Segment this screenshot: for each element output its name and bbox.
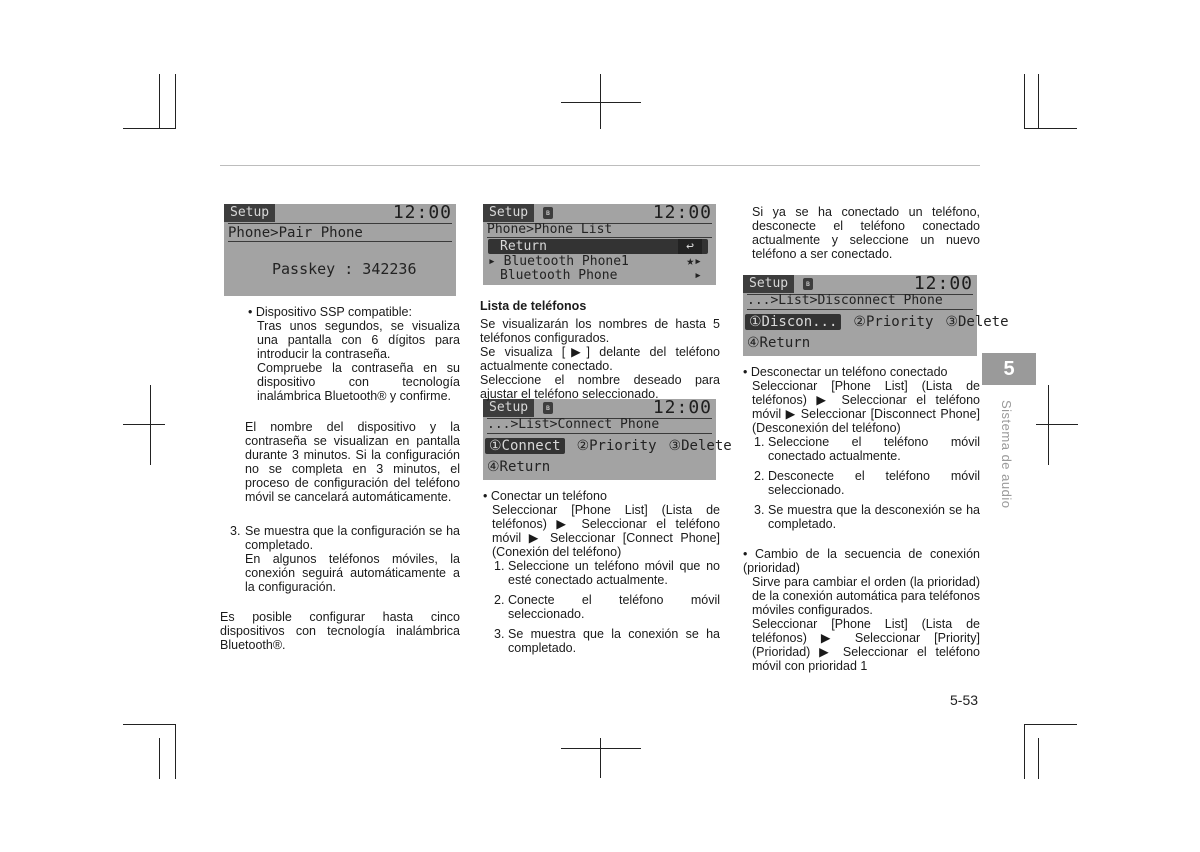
bluetooth-icon: ʙ [543,402,553,414]
option-priority: ②Priority [576,438,657,454]
col3-para-path: Seleccionar [Phone List] (Lista de teléfonos) ▶ Seleccionar el teléfono móvil ▶ Seleccionar [Disconnect Phone] (Desconexión del teléfono) [752,379,980,435]
col2-para-indicator: Se visualiza [▶] delante del teléfono actualmente conectado. [480,345,720,373]
lcd-options-row1 [745,314,1021,330]
col2-step3-number: 3. [494,627,505,641]
lcd-disconnect-phone [743,273,1009,356]
list-item-label: Return [500,239,547,254]
lcd-clock: 12:00 [652,202,712,223]
header-rule [220,165,980,166]
lcd-setup-tag: Setup [483,204,534,222]
lcd-options-row2 [487,459,562,475]
bluetooth-icon: ʙ [803,278,813,290]
lcd-setup-tag: Setup [743,275,794,293]
chevron-right-icon: ▸ [694,268,702,283]
lcd-clock: 12:00 [652,397,712,418]
col2-bullet-connect: • Conectar un teléfono [483,489,607,503]
col2-heading: Lista de teléfonos [480,299,587,313]
col3-step1-number: 1. [754,435,765,449]
col2-para-select: Seleccione el nombre deseado para ajustar el teléfono seleccionado. [480,373,720,401]
col1-para-timeout: El nombre del dispositivo y la contraseña se visualizan en pantalla durante 3 minutos. Si la configuración no se completa en 3 minutos, el proceso de configuración del teléfono móvil se cancelará automáticamente. [245,420,460,504]
bluetooth-icon: ʙ [543,207,553,219]
list-item-phone2 [488,268,708,283]
lcd-setup-tag: Setup [224,204,275,222]
connected-arrow-icon: ▸ [488,254,496,269]
col3-step1-text: Seleccione el teléfono móvil conectado actualmente. [768,435,980,463]
option-disconnect: ①Discon... [745,314,841,330]
col1-para-verify: Compruebe la contraseña en su dispositivo con tecnología inalámbrica Bluetooth® y confirme. [257,361,460,403]
list-item-label: Bluetooth Phone1 [503,254,629,269]
col1-para-passkey: Tras unos segundos, se visualiza una pantalla con 6 dígitos para introducir la contraseña. [257,319,460,361]
return-icon: ↩ [678,239,702,254]
list-item-label: Bluetooth Phone [500,268,618,283]
col3-para-priority-path: Seleccionar [Phone List] (Lista de teléfonos) ▶ Seleccionar [Priority] (Prioridad) ▶ Seleccionar el teléfono móvil con prioridad 1 [752,617,980,673]
col3-para-priority: Sirve para cambiar el orden (la prioridad) de la conexión automática para teléfonos móviles configurados. [752,575,980,617]
col1-para-five: Es posible configurar hasta cinco dispositivos con tecnología inalámbrica Bluetooth®. [220,610,460,652]
col2-step2-text: Conecte el teléfono móvil seleccionado. [508,593,720,621]
col1-step3-number: 3. [230,524,241,538]
chapter-title: Sistema de audio [999,400,1014,509]
lcd-breadcrumb: Phone>Phone List [487,222,613,237]
lcd-clock: 12:00 [913,273,973,294]
col3-bullet-priority: • Cambio de la secuencia de conexión (prioridad) [743,547,980,575]
option-priority: ②Priority [853,314,934,330]
lcd-pair-phone [224,204,456,296]
chapter-tab: 5 [982,353,1036,385]
option-delete: ③Delete [945,314,1009,330]
lcd-phone-list [483,204,716,285]
option-delete: ③Delete [668,438,732,454]
col3-step2-text: Desconecte el teléfono móvil seleccionado. [768,469,980,497]
col3-step2-number: 2. [754,469,765,483]
lcd-setup-tag: Setup [483,399,534,417]
page-number: 5-53 [950,692,979,708]
col2-para-path: Seleccionar [Phone List] (Lista de teléfonos) ▶ Seleccionar el teléfono móvil ▶ Seleccionar [Connect Phone] (Conexión del teléfono) [492,503,720,559]
col3-step3-number: 3. [754,503,765,517]
chapter-title-vertical [1000,400,1014,520]
list-item-return [488,239,708,254]
col1-step3-text: Se muestra que la configuración se ha completado. [245,524,460,552]
col2-para-names: Se visualizarán los nombres de hasta 5 teléfonos configurados. [480,317,720,345]
lcd-options-row2 [747,335,822,351]
priority-star-icon: ★▸ [686,254,702,269]
option-return: ④Return [487,459,551,475]
col3-para-intro: Si ya se ha conectado un teléfono, desconecte el teléfono conectado actualmente y seleccione un nuevo teléfono a ser conectado. [752,205,980,261]
lcd-breadcrumb: ...>List>Connect Phone [487,417,660,432]
col3-step3-text: Se muestra que la desconexión se ha completado. [768,503,980,531]
list-item-phone1 [488,254,708,269]
lcd-passkey: Passkey : 342236 [272,260,417,278]
lcd-connect-phone [483,397,732,480]
col2-step3-text: Se muestra que la conexión se ha completado. [508,627,720,655]
lcd-clock: 12:00 [392,202,452,223]
option-connect: ①Connect [485,438,565,454]
lcd-breadcrumb: Phone>Pair Phone [228,225,363,241]
col2-step1-text: Seleccione un teléfono móvil que no esté conectado actualmente. [508,559,720,587]
col1-para-auto: En algunos teléfonos móviles, la conexión seguirá automáticamente a la configuración. [245,552,460,594]
option-return: ④Return [747,335,811,351]
col2-step1-number: 1. [494,559,505,573]
lcd-breadcrumb: ...>List>Disconnect Phone [747,293,943,308]
lcd-options-row1 [485,438,744,454]
col2-step2-number: 2. [494,593,505,607]
col3-bullet-disconnect: • Desconectar un teléfono conectado [743,365,948,379]
col1-bullet-ssp: • Dispositivo SSP compatible: [248,305,412,319]
